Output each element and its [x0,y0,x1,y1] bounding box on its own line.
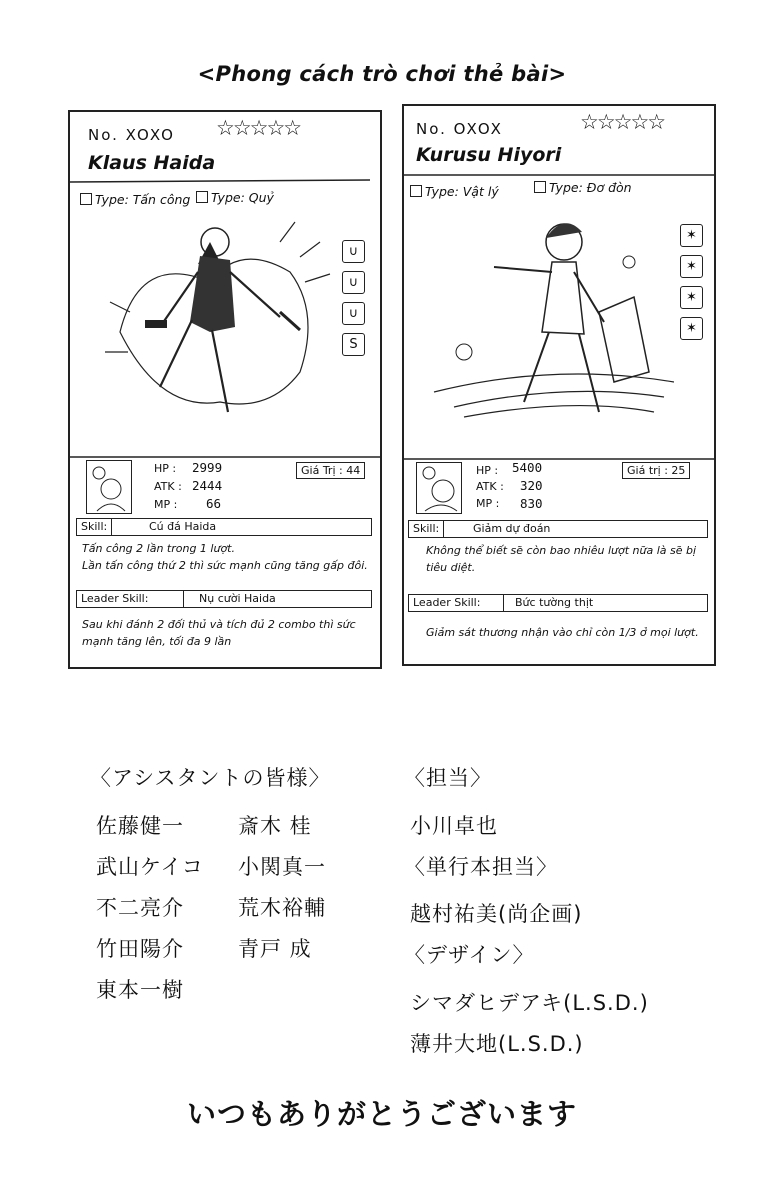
skill-description: Không thể biết sẽ còn bao nhiêu lượt nữa là sẽ bị tiêu diệt. [426,544,697,574]
card-number: No. XOXO [88,126,175,144]
character-illustration [100,212,340,452]
rarity-stars: ☆☆☆☆☆ [216,116,301,140]
name-divider [70,178,380,186]
card-name: Klaus Haida [88,152,216,174]
skill-name: Cú đá Haida [149,520,217,533]
atk-value: 320 [520,478,543,493]
type-demon: Type: Quỷ [196,190,274,205]
skill-icons [342,240,365,356]
card-kurusu [402,104,716,666]
editor-title: 〈担当〉 [404,766,492,790]
horseshoe-icon: ∪ [342,302,365,325]
leader-description: Giảm sát thương nhận vào chỉ còn 1/3 ở mọi lượt. [426,626,699,639]
burst-icon: ✶ [680,224,703,247]
character-illustration [424,202,674,442]
burst-icon: ✶ [680,255,703,278]
hp-label: HP : [154,462,177,475]
assistant-name: 不二亮介 [96,896,184,920]
skill-row [76,518,372,536]
value-box: Giá Trị : 44 [296,462,365,479]
mp-label: MP : [154,498,178,511]
mp-value: 66 [206,496,222,511]
horseshoe-icon: ∪ [342,271,365,294]
skill-icons [680,224,703,340]
leader-row [408,594,708,612]
mp-value: 830 [520,496,543,511]
leader-name: Nụ cười Haida [199,592,276,605]
skill-key: Skill: [77,519,112,535]
character-thumbnail [416,462,462,514]
skill-key: Skill: [409,521,444,537]
assistant-name: 荒木裕輔 [238,896,326,920]
leader-name: Bức tường thịt [515,596,594,609]
designer-name: シマダヒデアキ(L.S.D.) [410,991,649,1015]
skill-row [408,520,708,538]
assistant-name: 東本一樹 [96,978,184,1002]
design-title: 〈デザイン〉 [404,943,535,967]
type-physical: Type: Vật lý [410,184,499,199]
hp-label: HP : [476,464,499,477]
character-thumbnail [86,460,132,514]
leader-description: Sau khi đánh 2 đối thủ và tích đủ 2 combo thì sức mạnh tăng lên, tối đa 9 lần [82,618,356,648]
mp-label: MP : [476,497,500,510]
assistant-name: 竹田陽介 [96,937,184,961]
designer-name: 薄井大地(L.S.D.) [410,1032,584,1056]
hp-value: 5400 [512,460,543,475]
skill-name: Giảm dự đoán [473,522,551,535]
assistant-name: 青戸 成 [238,937,312,961]
card-number: No. OXOX [416,120,503,138]
type-attack: Type: Tấn công [80,192,190,207]
leader-key: Leader Skill: [77,591,184,607]
name-divider [404,172,714,178]
value-box: Giá trị : 25 [622,462,690,479]
s-rune-icon: S [342,333,365,356]
assistant-name: 武山ケイコ [96,855,204,879]
horseshoe-icon: ∪ [342,240,365,263]
hp-value: 2999 [192,460,223,475]
card-name: Kurusu Hiyori [416,144,562,166]
type-stun: Type: Đơ đòn [534,180,632,195]
rarity-stars: ☆☆☆☆☆ [580,110,665,134]
page-header: <Phong cách trò chơi thẻ bài> [197,62,567,86]
volume-editor-name: 越村祐美(尚企画) [410,902,583,926]
assistant-name: 佐藤健一 [96,814,184,838]
burst-icon: ✶ [680,286,703,309]
skill-description: Tấn công 2 lần trong 1 lượt. Lần tấn công thứ 2 thì sức mạnh cũng tăng gấp đôi. [82,542,368,572]
editor-name: 小川卓也 [410,814,498,838]
assistants-title: 〈アシスタントの皆様〉 [90,766,331,790]
atk-label: ATK : [476,480,504,493]
leader-key: Leader Skill: [409,595,504,611]
leader-row [76,590,372,608]
burst-icon: ✶ [680,317,703,340]
assistant-name: 斎木 桂 [238,814,312,838]
assistant-name: 小関真一 [238,855,326,879]
atk-label: ATK : [154,480,182,493]
volume-editor-title: 〈単行本担当〉 [404,855,558,879]
atk-value: 2444 [192,478,223,493]
card-klaus [68,110,382,669]
thanks-message: いつもありがとうございます [186,1097,577,1131]
